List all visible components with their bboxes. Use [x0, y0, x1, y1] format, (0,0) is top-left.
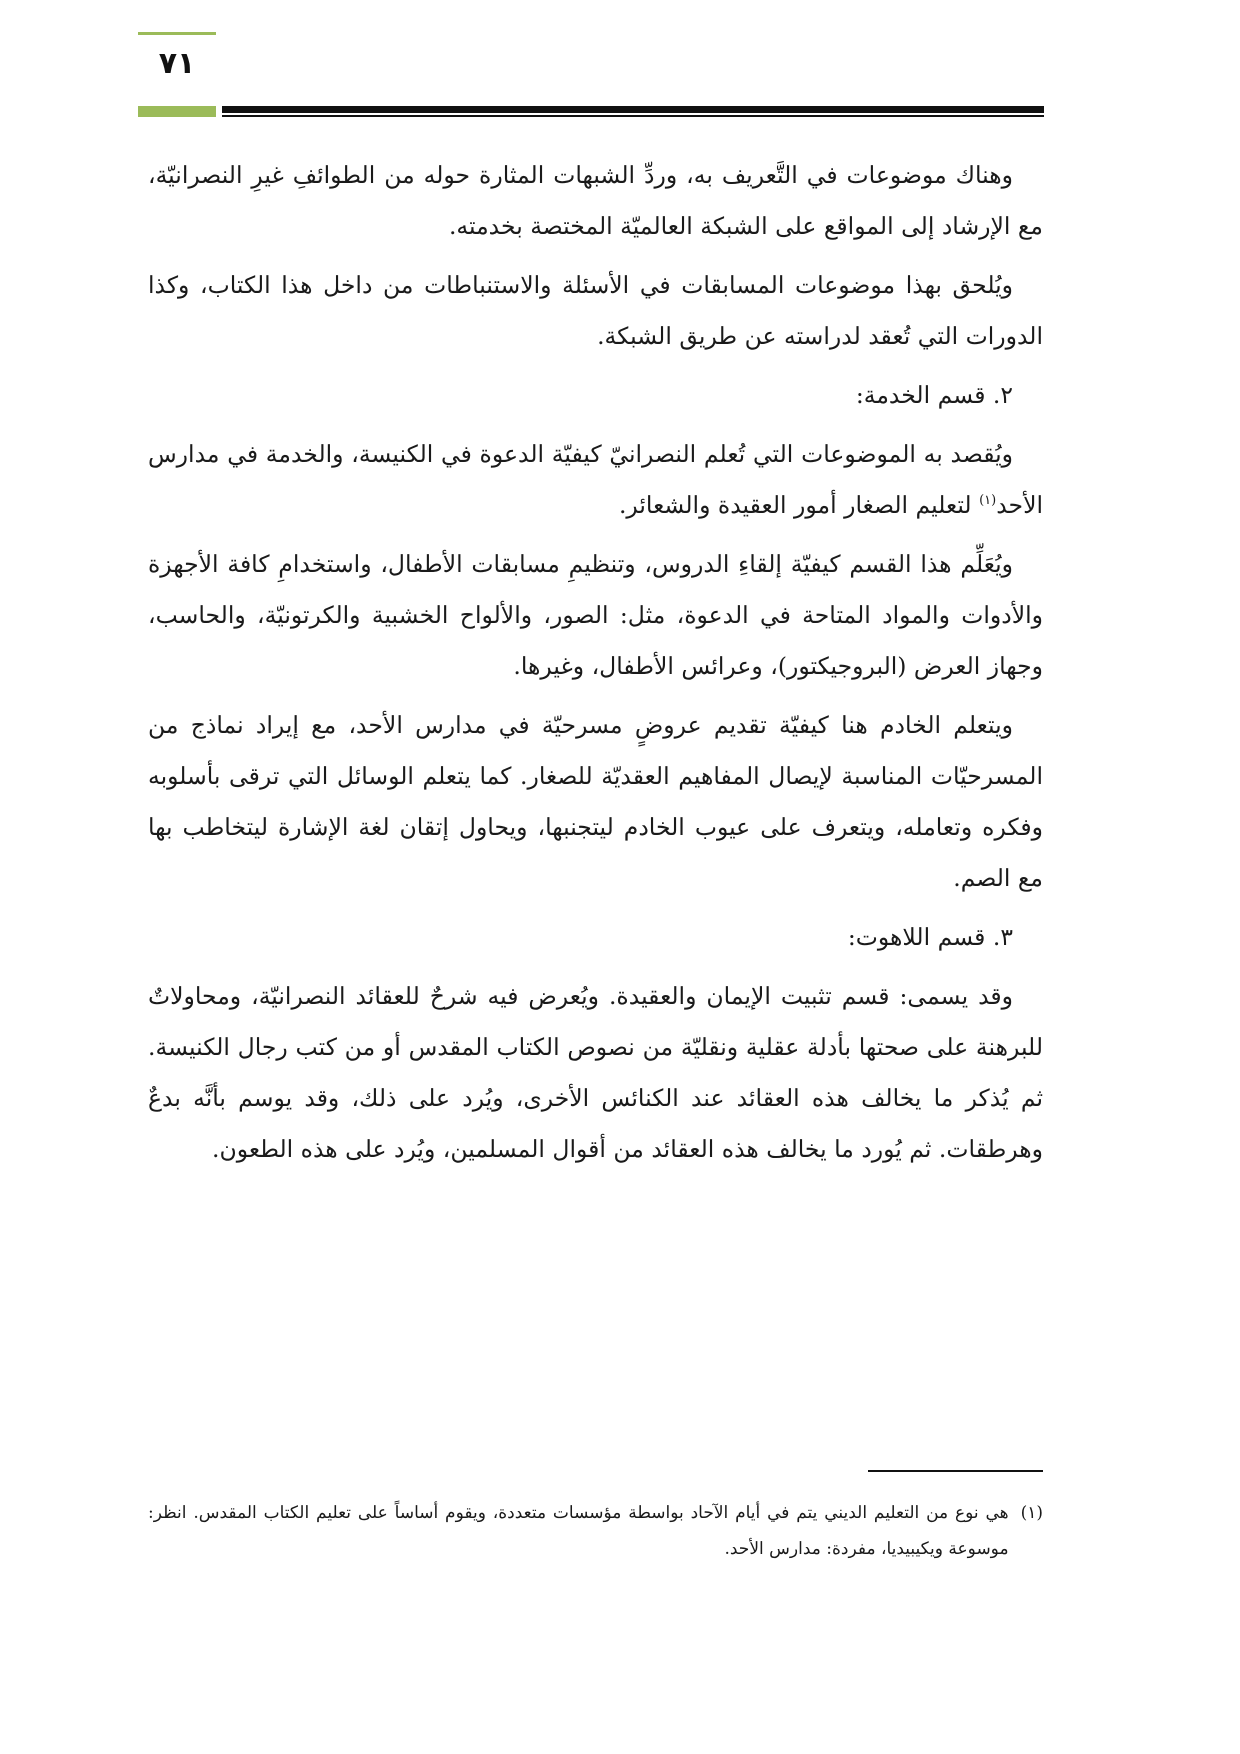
- paragraph: ويُعَلِّم هذا القسم كيفيّة إلقاءِ الدروس، وتنظيمِ مسابقات الأطفال، واستخدامِ كافة الأجهزة والأدوات والمواد المتاحة في الدعوة، مثل: الصور، والألواح الخشبية والكرتونيّة، والحاسب، وجهاز العرض (البروجيكتور)، وعرائس الأطفال، وغيرها.: [148, 550, 1043, 680]
- header-rule-thin: [222, 115, 1044, 117]
- paragraph: وهناك موضوعات في التَّعريف به، وردِّ الشبهات المثارة حوله من الطوائفِ غيرِ النصرانيّة، مع الإرشاد إلى المواقع على الشبكة العالميّة المختصة بخدمته.: [148, 161, 1043, 240]
- section-heading: ٢. قسم الخدمة:: [855, 381, 1013, 409]
- page-body: [148, 150, 1043, 1183]
- paragraph: [148, 429, 1043, 531]
- paragraph-text: الأحد: [996, 491, 1043, 519]
- header-accent-bar: [138, 32, 216, 35]
- paragraph: وقد يسمى: قسم تثبيت الإيمان والعقيدة. ويُعرض فيه شرحٌ للعقائد النصرانيّة، ومحاولاتٌ للبرهنة على صحتها بأدلة عقلية ونقليّة من نصوص الكتاب المقدس أو من كتب رجال الكنيسة. ثم يُذكر ما يخالف هذه العقائد عند الكنائس الأخرى، ويُرد على ذلك، وقد يوسم بأنَّه بدعٌ وهرطقات. ثم يُورد ما يخالف هذه العقائد من أقوال المسلمين، ويُرد على هذه الطعون.: [148, 982, 1043, 1163]
- footnote-number: (١): [1020, 1503, 1043, 1523]
- footnote: [148, 1495, 1043, 1567]
- section-heading: ٣. قسم اللاهوت:: [847, 923, 1013, 951]
- page-number: ٧١: [158, 46, 196, 81]
- footnote-text: هي نوع من التعليم الديني يتم في أيام الآحاد بواسطة مؤسسات متعددة، ويقوم أساساً على تعليم الكتاب المقدس. انظر: موسوعة ويكيبيديا، مفردة: مدارس الأحد.: [148, 1503, 1009, 1559]
- paragraph: ويُلحق بهذا موضوعات المسابقات في الأسئلة والاستنباطات من داخل هذا الكتاب، وكذا الدورات التي تُعقد لدراسته عن طريق الشبكة.: [148, 271, 1043, 350]
- footnote-separator: [868, 1470, 1043, 1472]
- paragraph-text: ويُقصد به الموضوعات التي تُعلم النصرانيّ كيفيّة الدعوة في الكنيسة، والخدمة في مدارس: [148, 440, 1013, 468]
- paragraph: ويتعلم الخادم هنا كيفيّة تقديم عروضٍ مسرحيّة في مدارس الأحد، مع إيراد نماذج من المسرحيّات المناسبة لإيصال المفاهيم العقديّة للصغار. كما يتعلم الوسائل التي ترقى بأسلوبه وفكره وتعامله، ويتعرف على عيوب الخادم ليتجنبها، ويحاول إتقان لغة الإشارة ليتخاطب بها مع الصم.: [148, 711, 1043, 892]
- header-rule: [222, 106, 1044, 113]
- footnote-reference[interactable]: (١): [979, 493, 997, 509]
- paragraph-text: لتعليم الصغار أمور العقيدة والشعائر.: [618, 491, 980, 519]
- header-accent-block: [138, 106, 216, 117]
